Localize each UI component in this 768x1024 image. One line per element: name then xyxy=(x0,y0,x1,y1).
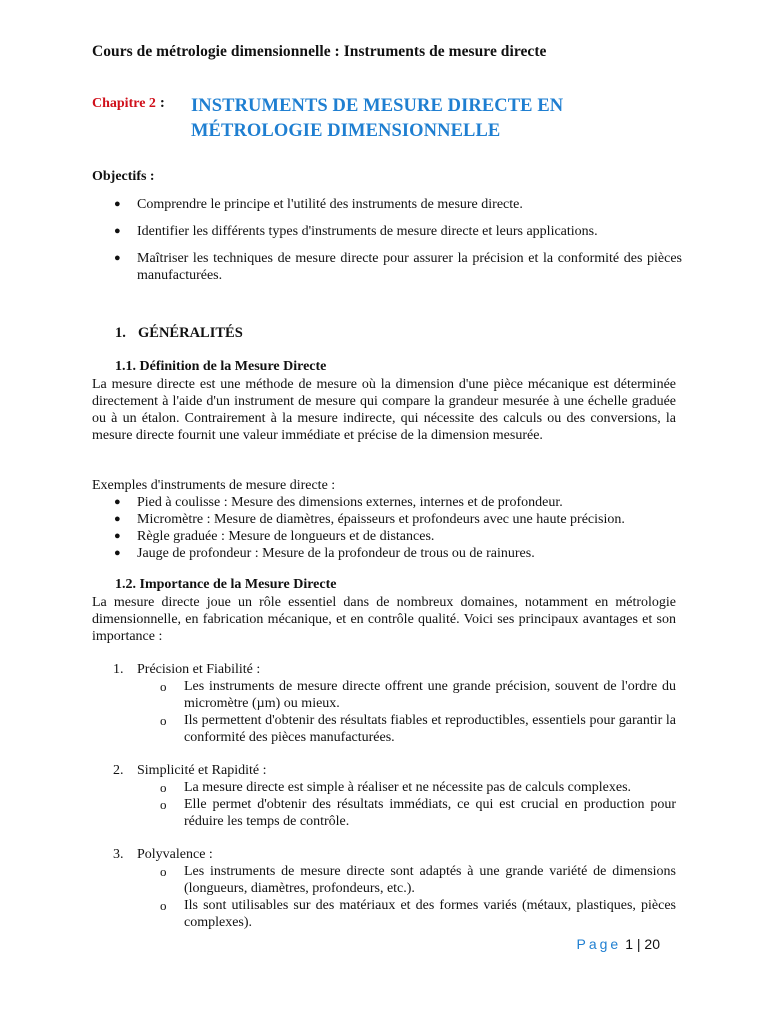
chapter-title-line1: INSTRUMENTS DE MESURE DIRECTE EN xyxy=(191,96,564,116)
objectives-heading: Objectifs : xyxy=(92,169,155,184)
point-title: Polyvalence : xyxy=(137,847,213,862)
example-text: Jauge de profondeur : Mesure de la profondeur de trous ou de rainures. xyxy=(137,546,535,561)
definition-paragraph: La mesure directe est une méthode de mesure où la dimension d'une pièce mécanique est déterminée directement à l'aide d'un instrument de mesure qui compare la grandeur mesurée à une échelle graduée ou à un étalon. Contrairement à la mesure indirecte, qui nécessite des calculs ou des conversions, la mesure directe fournit une valeur immédiate et précise de la dimension mesurée. xyxy=(92,377,676,443)
point-sublist xyxy=(92,779,676,830)
point-number: 3. xyxy=(113,847,124,862)
circle-bullet-icon: o xyxy=(160,679,167,694)
list-item xyxy=(92,494,682,511)
objectives-list xyxy=(92,196,682,294)
chapter-label xyxy=(92,95,165,112)
chapter-colon: : xyxy=(159,95,165,111)
list-item xyxy=(92,678,676,712)
page-footer xyxy=(577,936,660,952)
numbered-point xyxy=(92,762,676,830)
objective-text: Comprendre le principe et l'utilité des instruments de mesure directe. xyxy=(137,197,523,212)
list-item xyxy=(92,796,676,830)
examples-intro: Exemples d'instruments de mesure directe : xyxy=(92,478,336,493)
bullet-icon: ● xyxy=(114,198,121,210)
section-title: GÉNÉRALITÉS xyxy=(138,325,243,341)
list-item xyxy=(92,897,676,931)
point-title: Simplicité et Rapidité : xyxy=(137,763,267,778)
chapter-title xyxy=(191,94,661,143)
subsection-heading-definition: 1.1. Définition de la Mesure Directe xyxy=(115,359,327,374)
objective-text: Maîtriser les techniques de mesure directe pour assurer la précision et la conformité des pièces manufacturées. xyxy=(137,251,682,283)
list-item xyxy=(92,196,682,213)
importance-paragraph: La mesure directe joue un rôle essentiel dans de nombreux domaines, notamment en métrologie dimensionnelle, en fabrication mécanique, et en contrôle qualité. Voici ses principaux avantages et son importance : xyxy=(92,595,676,644)
list-item xyxy=(92,712,676,746)
bullet-icon: ● xyxy=(114,547,121,559)
list-item xyxy=(92,511,682,528)
point-sublist xyxy=(92,863,676,931)
bullet-icon: ● xyxy=(114,225,121,237)
point-text: Ils sont utilisables sur des matériaux et des formes variés (métaux, plastiques, pièces complexes). xyxy=(184,898,676,930)
circle-bullet-icon: o xyxy=(160,864,167,879)
objective-text: Identifier les différents types d'instruments de mesure directe et leurs applications. xyxy=(137,224,598,239)
examples-list xyxy=(92,494,682,562)
example-text: Règle graduée : Mesure de longueurs et de distances. xyxy=(137,529,435,544)
chapter-number: Chapitre 2 xyxy=(92,96,156,111)
numbered-point-heading xyxy=(92,846,676,863)
list-item xyxy=(92,250,682,284)
section-number: 1. xyxy=(115,325,126,341)
list-item xyxy=(92,779,676,796)
circle-bullet-icon: o xyxy=(160,713,167,728)
circle-bullet-icon: o xyxy=(160,797,167,812)
page-word: Page xyxy=(576,936,622,952)
list-item xyxy=(92,223,682,240)
circle-bullet-icon: o xyxy=(160,898,167,913)
document-header-title: Cours de métrologie dimensionnelle : Instruments de mesure directe xyxy=(92,43,547,60)
bullet-icon: ● xyxy=(114,496,121,508)
numbered-point xyxy=(92,661,676,746)
section-heading xyxy=(115,325,243,342)
point-text: La mesure directe est simple à réaliser et ne nécessite pas de calculs complexes. xyxy=(184,780,632,795)
chapter-title-line2: MÉTROLOGIE DIMENSIONNELLE xyxy=(191,120,501,141)
point-title: Précision et Fiabilité : xyxy=(137,662,261,677)
bullet-icon: ● xyxy=(114,530,121,542)
list-item xyxy=(92,545,682,562)
point-text: Ils permettent d'obtenir des résultats fiables et reproductibles, essentiels pour garantir la conformité des pièces manufacturées. xyxy=(184,713,676,745)
numbered-point xyxy=(92,846,676,931)
numbered-point-heading xyxy=(92,661,676,678)
point-text: Les instruments de mesure directe sont adaptés à une grande variété de dimensions (longueurs, diamètres, profondeurs, etc.). xyxy=(184,864,676,896)
list-item xyxy=(92,528,682,545)
bullet-icon: ● xyxy=(114,513,121,525)
point-text: Elle permet d'obtenir des résultats immédiats, ce qui est crucial en production pour réduire les temps de contrôle. xyxy=(184,797,676,829)
subsection-heading-importance: 1.2. Importance de la Mesure Directe xyxy=(115,577,337,592)
list-item xyxy=(92,863,676,897)
page-number: 1 | 20 xyxy=(625,936,660,952)
point-sublist xyxy=(92,678,676,746)
point-number: 1. xyxy=(113,662,124,677)
example-text: Micromètre : Mesure de diamètres, épaisseurs et profondeurs avec une haute précision. xyxy=(137,512,625,527)
bullet-icon: ● xyxy=(114,252,121,264)
point-text: Les instruments de mesure directe offrent une grande précision, souvent de l'ordre du micromètre (µm) ou mieux. xyxy=(184,679,676,711)
point-number: 2. xyxy=(113,763,124,778)
circle-bullet-icon: o xyxy=(160,780,167,795)
numbered-point-heading xyxy=(92,762,676,779)
example-text: Pied à coulisse : Mesure des dimensions externes, internes et de profondeur. xyxy=(137,495,563,510)
